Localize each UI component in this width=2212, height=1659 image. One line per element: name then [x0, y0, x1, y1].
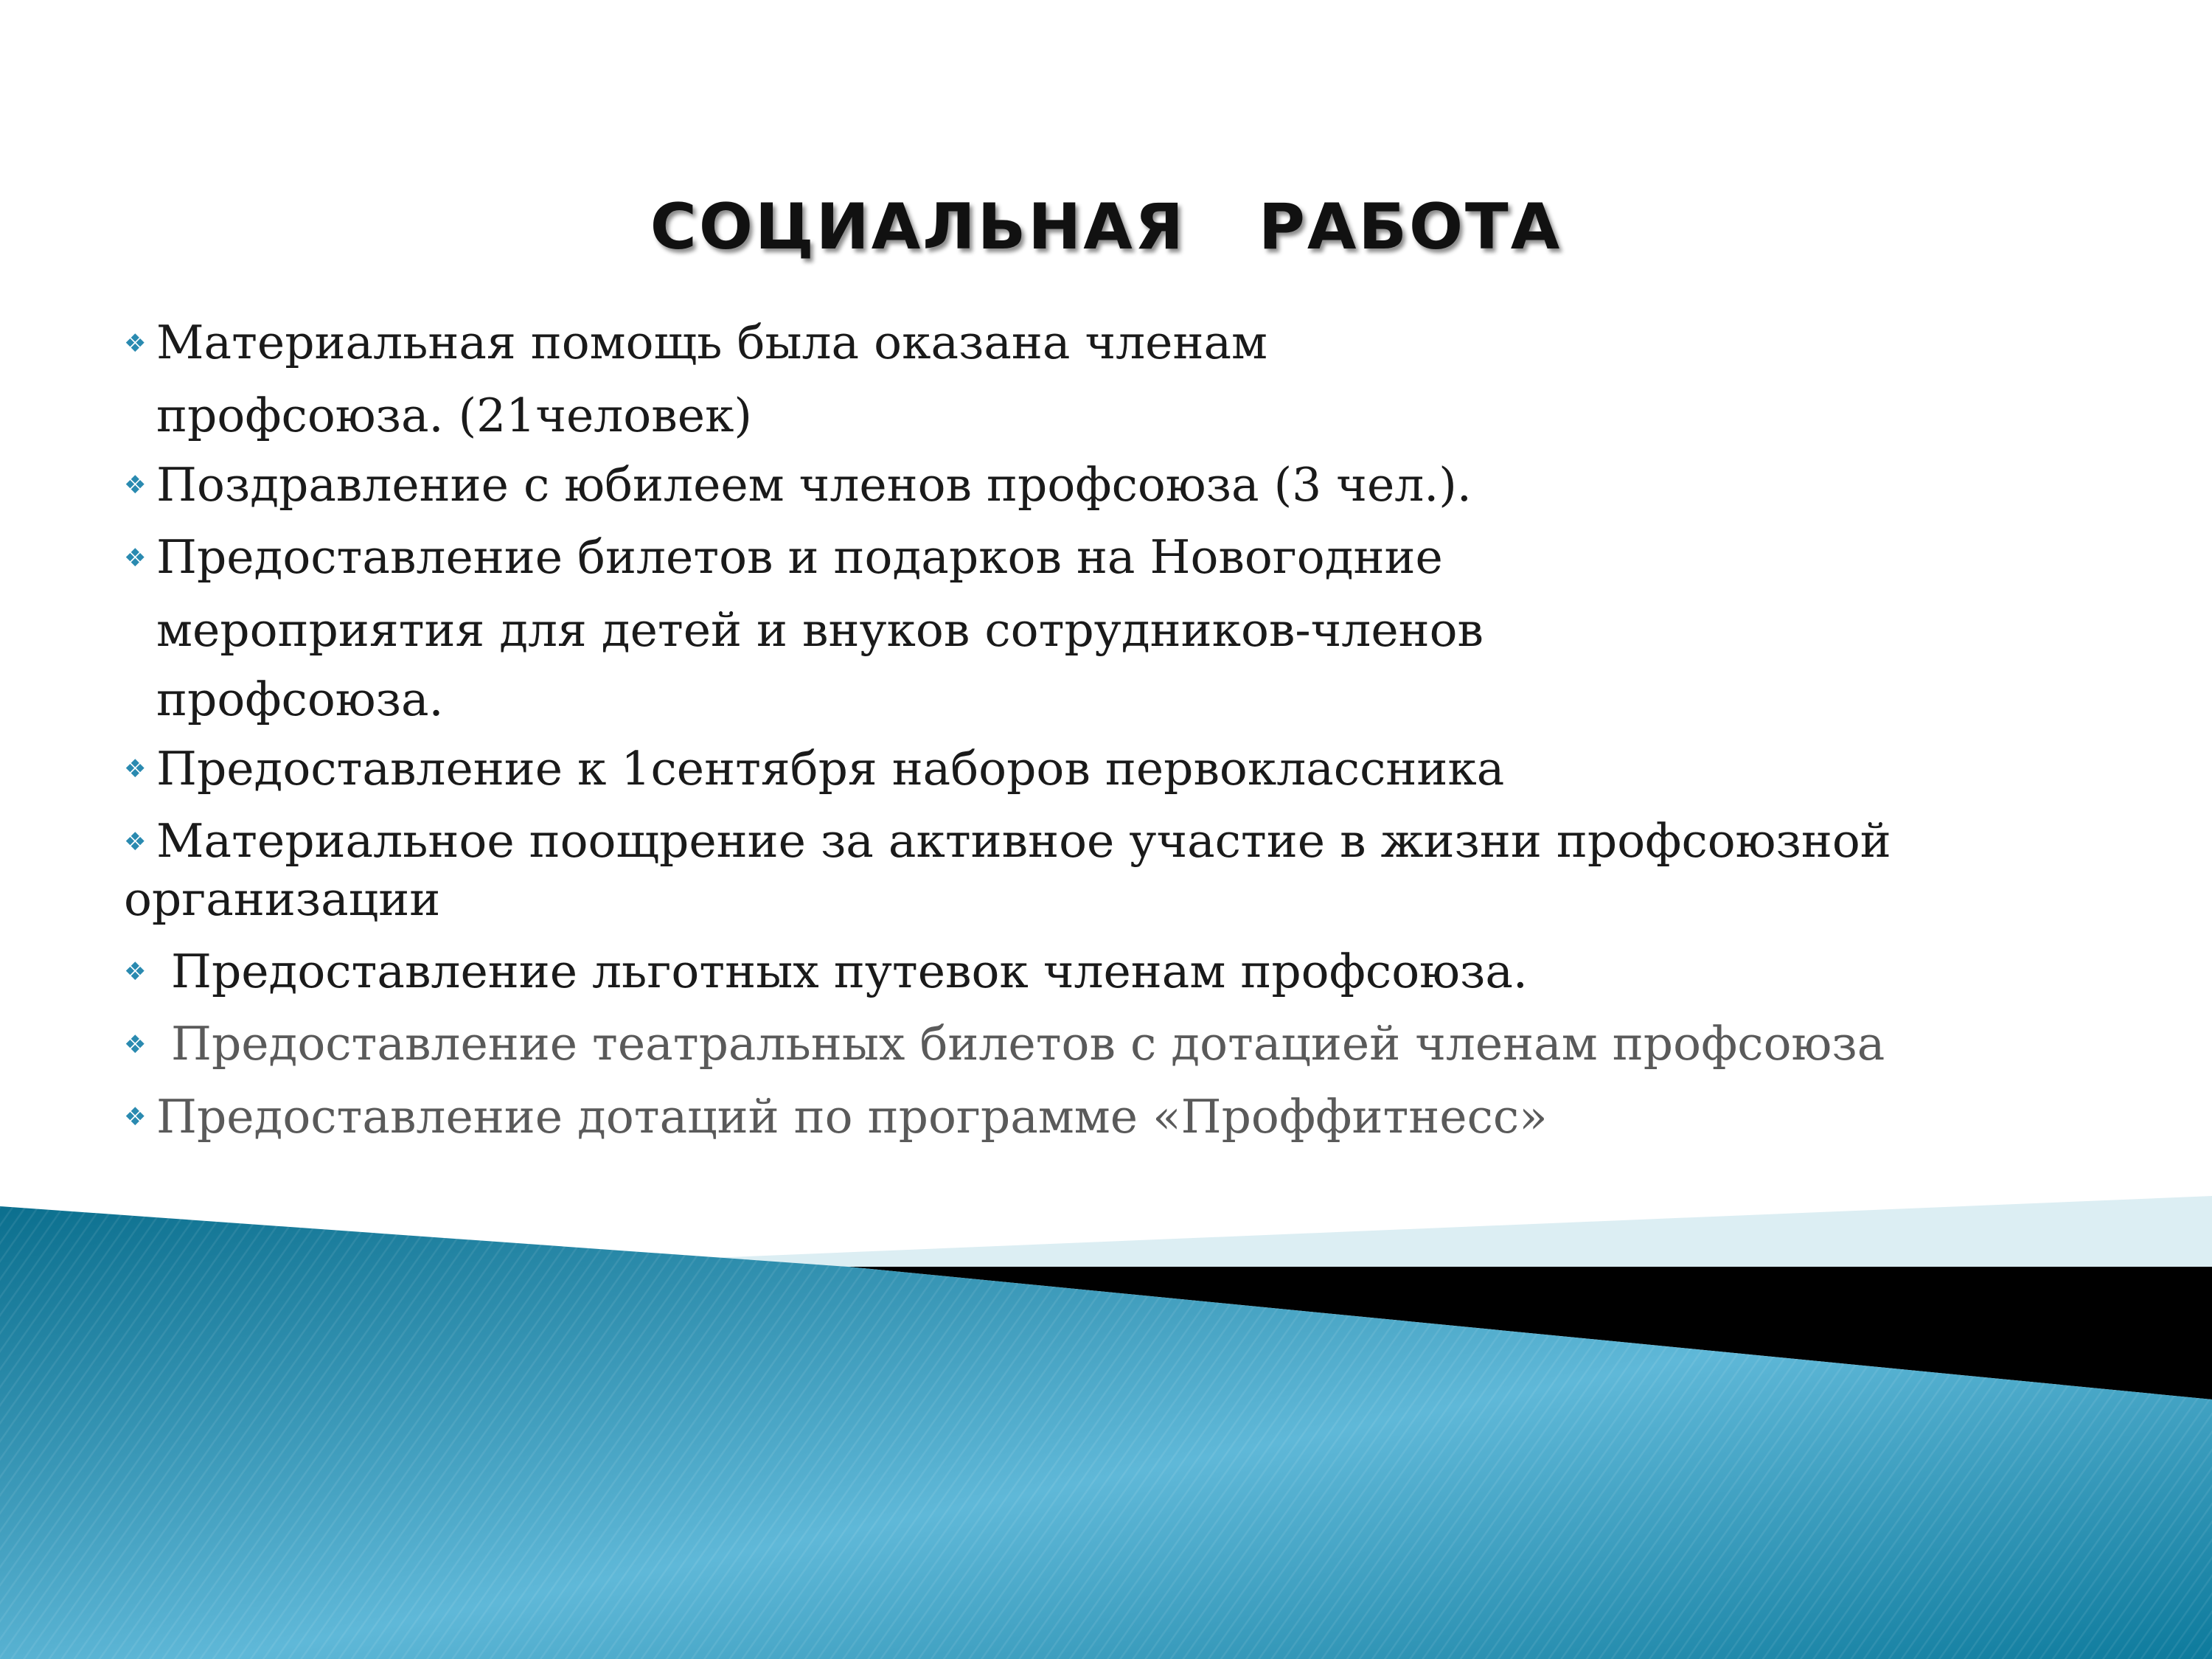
list-item-text: Предоставление льготных путевок членам профсоюза. [171, 944, 1528, 998]
diamond-bullet-icon: ❖ [124, 1102, 147, 1132]
bullet-list [124, 308, 2188, 1155]
list-item [124, 1009, 2188, 1082]
diamond-bullet-icon: ❖ [124, 543, 147, 573]
list-item-text: Материальное поощрение за активное участие в жизни профсоюзной организации [124, 814, 1891, 926]
list-item-text: мероприятия для детей и внуков сотрудников-членов [156, 602, 1484, 657]
diamond-bullet-icon: ❖ [124, 827, 147, 857]
list-item-text: профсоюза. [156, 672, 444, 726]
list-item [124, 807, 2107, 937]
diamond-bullet-icon: ❖ [124, 1029, 147, 1060]
diamond-bullet-icon: ❖ [124, 957, 147, 987]
light-band [605, 1196, 2212, 1268]
list-item-text: Предоставление билетов и подарков на Новогодние [156, 530, 1443, 584]
list-item-text: Материальная помощь была оказана членам [156, 316, 1268, 369]
list-item [124, 1082, 2188, 1155]
diamond-bullet-icon: ❖ [124, 328, 147, 358]
list-item-text: Предоставление к 1сентября наборов первоклассника [156, 741, 1505, 796]
list-item [124, 734, 2188, 807]
list-item [124, 937, 2188, 1010]
list-item-text: профсоюза. (21человек) [156, 388, 752, 442]
list-item-text: Предоставление дотаций по программе «Проффитнесс» [156, 1089, 1548, 1144]
list-item [124, 451, 2188, 524]
diamond-bullet-icon: ❖ [124, 470, 147, 500]
slide-title: СОЦИАЛЬНАЯ РАБОТА [650, 190, 1562, 264]
diamond-bullet-icon: ❖ [124, 754, 147, 784]
list-item [124, 308, 2188, 451]
list-item-text: Предоставление театральных билетов с дотацией членам профсоюза [171, 1017, 1885, 1071]
list-item-text: Поздравление с юбилеем членов профсоюза (3 чел.). [156, 457, 1472, 512]
list-item [124, 523, 2188, 734]
